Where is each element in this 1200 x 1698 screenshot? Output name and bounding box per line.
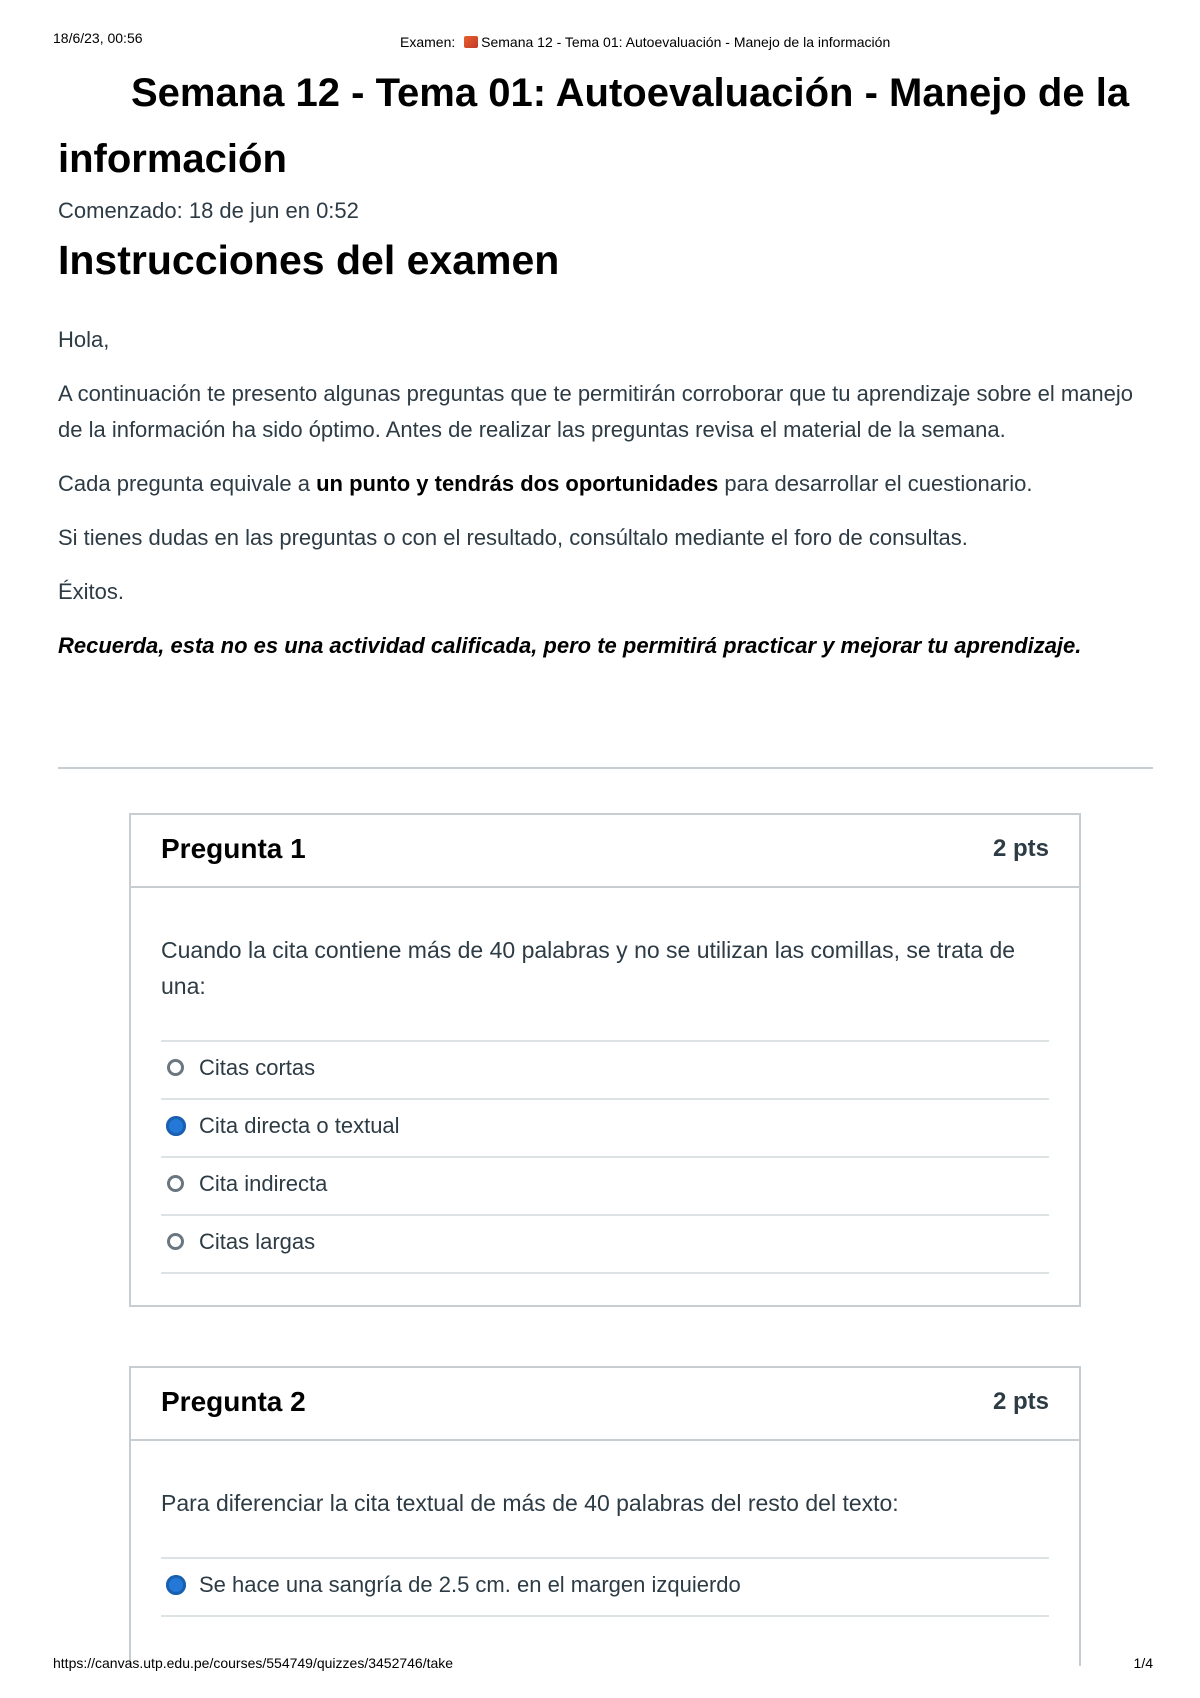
question-title: Pregunta 1 — [161, 833, 306, 864]
radio-selected-icon[interactable] — [166, 1575, 186, 1595]
instructions-points-post: para desarrollar el cuestionario. — [718, 471, 1033, 496]
quiz-icon — [464, 36, 478, 48]
quiz-content — [58, 60, 1153, 682]
section-divider — [58, 767, 1153, 769]
instructions-greeting: Hola, — [58, 327, 110, 352]
instructions-body — [58, 322, 1153, 664]
answer-list — [161, 1040, 1049, 1274]
question-text: Cuando la cita contiene más de 40 palabras y no se utilizan las comillas, se trata de una: — [161, 937, 1016, 999]
radio-selected-icon[interactable] — [166, 1116, 186, 1136]
instructions-points-pre: Cada pregunta equivale a — [58, 471, 317, 496]
answer-label: Se hace una sangría de 2.5 cm. en el margen izquierdo — [199, 1572, 741, 1597]
answer-option[interactable] — [161, 1158, 1049, 1216]
question-text: Para diferenciar la cita textual de más de 40 palabras del resto del texto: — [161, 1490, 899, 1516]
answer-option[interactable] — [161, 1559, 1049, 1617]
radio-unselected-icon[interactable] — [167, 1175, 184, 1192]
question-card — [129, 813, 1081, 1307]
quiz-title: Semana 12 - Tema 01: Autoevaluación - Manejo de la información — [58, 71, 1130, 181]
answer-label: Citas cortas — [199, 1055, 316, 1080]
answer-label: Cita directa o textual — [199, 1113, 400, 1138]
question-title: Pregunta 2 — [161, 1386, 306, 1417]
instructions-points — [58, 466, 1153, 502]
started-timestamp: Comenzado: 18 de jun en 0:52 — [58, 198, 359, 223]
instructions-heading: Instrucciones del examen — [58, 237, 560, 283]
answer-list — [161, 1557, 1049, 1617]
print-title-text: Semana 12 - Tema 01: Autoevaluación - Manejo de la información — [481, 34, 891, 50]
answer-option[interactable] — [161, 1216, 1049, 1274]
print-date: 18/6/23, 00:56 — [53, 30, 143, 46]
question-header — [131, 815, 1079, 888]
question-points: 2 pts — [992, 1388, 1049, 1415]
answer-label: Cita indirecta — [199, 1171, 328, 1196]
radio-unselected-icon[interactable] — [167, 1059, 184, 1076]
radio-unselected-icon[interactable] — [167, 1233, 184, 1250]
print-title — [400, 34, 890, 50]
answer-option[interactable] — [161, 1042, 1049, 1100]
question-body — [131, 1441, 1079, 1617]
instructions-reminder: Recuerda, esta no es una actividad calificada, pero te permitirá practicar y mejorar tu aprendizaje. — [58, 633, 1082, 658]
print-url: https://canvas.utp.edu.pe/courses/554749/quizzes/3452746/take — [53, 1655, 454, 1671]
instructions-points-bold: un punto y tendrás dos oportunidades — [316, 471, 719, 496]
answer-option[interactable] — [161, 1100, 1049, 1158]
instructions-success: Éxitos. — [58, 579, 125, 604]
answer-label: Citas largas — [199, 1229, 316, 1254]
print-header — [0, 0, 1200, 60]
print-title-prefix: Examen: — [400, 34, 456, 50]
instructions-doubts: Si tienes dudas en las preguntas o con el resultado, consúltalo mediante el foro de consultas. — [58, 525, 968, 550]
print-page-number: 1/4 — [1133, 1655, 1153, 1671]
question-points: 2 pts — [992, 835, 1049, 862]
question-body — [131, 888, 1079, 1274]
question-header — [131, 1368, 1079, 1441]
question-card — [129, 1366, 1081, 1666]
instructions-intro: A continuación te presento algunas preguntas que te permitirán corroborar que tu aprendizaje sobre el manejo de la información ha sido óptimo. Antes de realizar las preguntas revisa el material de la semana. — [58, 381, 1134, 442]
